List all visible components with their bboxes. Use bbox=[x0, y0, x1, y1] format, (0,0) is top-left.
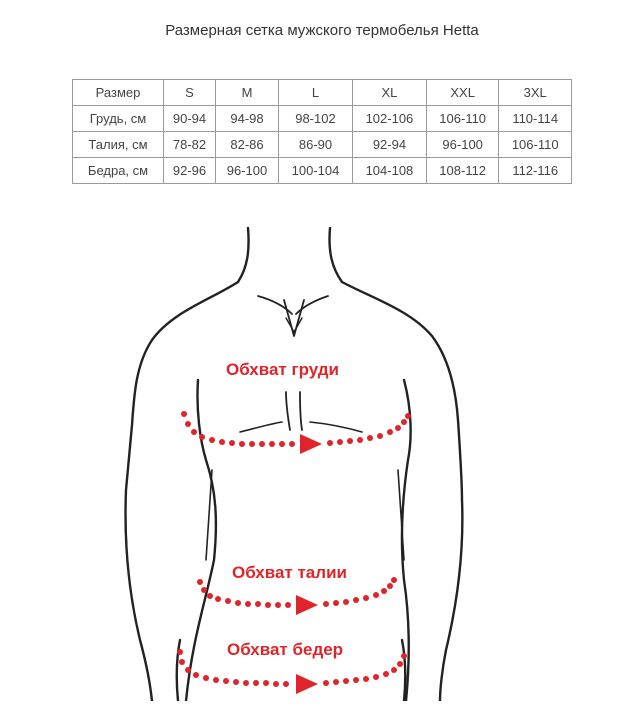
torso-outline-drawing bbox=[0, 200, 644, 701]
table-row-label: Талия, см bbox=[73, 132, 164, 158]
table-cell: 102-106 bbox=[352, 106, 426, 132]
table-header-cell: L bbox=[278, 80, 352, 106]
table-row bbox=[73, 106, 572, 132]
table-header-cell: M bbox=[216, 80, 279, 106]
chest-label: Обхват груди bbox=[226, 360, 339, 379]
table-row bbox=[73, 158, 572, 184]
table-cell: 110-114 bbox=[499, 106, 572, 132]
table-cell: 86-90 bbox=[278, 132, 352, 158]
table-cell: 104-108 bbox=[352, 158, 426, 184]
table-cell: 112-116 bbox=[499, 158, 572, 184]
table-cell: 106-110 bbox=[499, 132, 572, 158]
table-cell: 78-82 bbox=[164, 132, 216, 158]
table-row-label: Бедра, см bbox=[73, 158, 164, 184]
torso-outline bbox=[126, 228, 463, 701]
table-cell: 92-94 bbox=[352, 132, 426, 158]
size-chart-table bbox=[72, 79, 572, 184]
table-cell: 96-100 bbox=[216, 158, 279, 184]
table-header-row bbox=[73, 80, 572, 106]
table-cell: 98-102 bbox=[278, 106, 352, 132]
table-cell: 94-98 bbox=[216, 106, 279, 132]
table-cell: 108-112 bbox=[426, 158, 499, 184]
table-cell: 92-96 bbox=[164, 158, 216, 184]
table-header-cell: XXL bbox=[426, 80, 499, 106]
table-cell: 106-110 bbox=[426, 106, 499, 132]
table-header-cell: XL bbox=[352, 80, 426, 106]
hips-label: Обхват бедер bbox=[227, 640, 344, 659]
chest-measurement-line bbox=[181, 411, 411, 454]
table-header-cell: S bbox=[164, 80, 216, 106]
table-row bbox=[73, 132, 572, 158]
table-cell: 96-100 bbox=[426, 132, 499, 158]
waist-label: Обхват талии bbox=[232, 563, 347, 582]
page-title: Размерная сетка мужского термобелья Hetta bbox=[165, 22, 479, 39]
body-measurement-illustration bbox=[0, 200, 644, 701]
table-header-cell: Размер bbox=[73, 80, 164, 106]
table-cell: 90-94 bbox=[164, 106, 216, 132]
table-cell: 82-86 bbox=[216, 132, 279, 158]
table-cell: 100-104 bbox=[278, 158, 352, 184]
table-header-cell: 3XL bbox=[499, 80, 572, 106]
table-row-label: Грудь, см bbox=[73, 106, 164, 132]
